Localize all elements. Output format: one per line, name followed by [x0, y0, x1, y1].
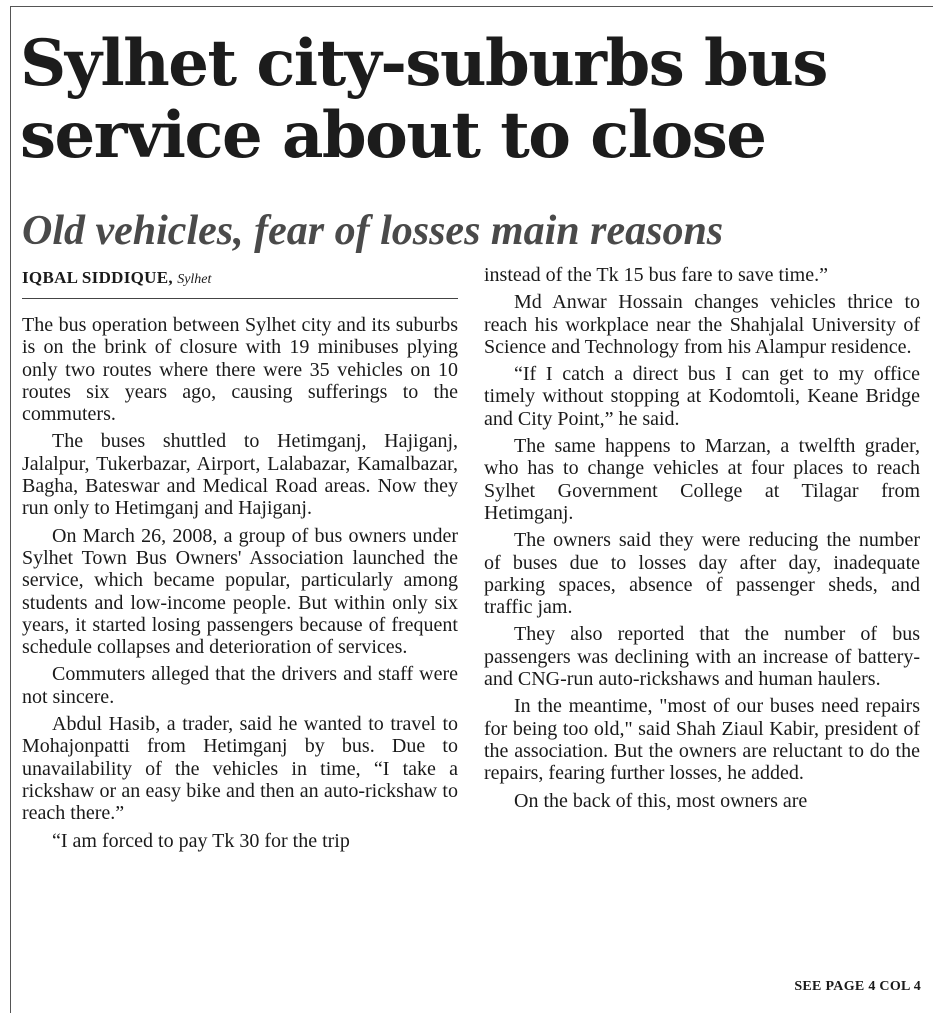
byline-author: IQBAL SIDDIQUE,: [22, 268, 173, 287]
continuation-jump-line: SEE PAGE 4 COL 4: [794, 979, 921, 994]
paragraph: They also reported that the number of bus passengers was declining with an increase of battery- and CNG-run auto-rickshaws and human haulers.: [484, 623, 920, 691]
byline: [22, 268, 211, 288]
article-subhead: Old vehicles, fear of losses main reasons: [22, 208, 724, 254]
article-headline: Sylhet city-suburbs bus service about to close: [20, 26, 827, 173]
paragraph: The owners said they were reducing the number of buses due to losses day after day, inadequate parking spaces, absence of passenger sheds, and traffic jam.: [484, 529, 920, 619]
paragraph: In the meantime, "most of our buses need repairs for being too old," said Shah Ziaul Kabir, president of the association. But the owners are reluctant to do the repairs, fearing further losses, he added.: [484, 695, 920, 785]
paragraph: “I am forced to pay Tk 30 for the trip: [52, 829, 350, 852]
paragraph: Md Anwar Hossain changes vehicles thrice to reach his workplace near the Shahjalal University of Science and Technology from his Alampur residence.: [484, 291, 920, 358]
paragraph: On the back of this, most owners are: [514, 789, 808, 812]
article-column-right: [484, 264, 920, 817]
paragraph: Commuters alleged that the drivers and staff were not sincere.: [22, 663, 458, 708]
paragraph: “If I catch a direct bus I can get to my office timely without stopping at Kodomtoli, Keane Bridge and City Point,” he said.: [484, 363, 920, 430]
paragraph: instead of the Tk 15 bus fare to save time.”: [484, 264, 828, 286]
paragraph: Abdul Hasib, a trader, said he wanted to travel to Mohajonpatti from Hetimganj by bus. Due to unavailability of the vehicles in time, “I take a rickshaw or an easy bike and then an auto-rickshaw to reach there.”: [22, 713, 458, 825]
page-border-top: [10, 6, 933, 7]
paragraph: The bus operation between Sylhet city and its suburbs is on the brink of closure with 19 minibuses plying only two routes where there were 35 vehicles on 10 routes six years ago, causing sufferings to the commuters.: [22, 314, 458, 426]
paragraph: The buses shuttled to Hetimganj, Hajiganj, Jalalpur, Tukerbazar, Airport, Lalabazar, Kamalbazar, Bagha, Bateswar and Medical Road areas. Now they run only to Hetimganj and Hajiganj.: [22, 430, 458, 520]
byline-divider: [22, 298, 458, 299]
paragraph: The same happens to Marzan, a twelfth grader, who has to change vehicles at four places to reach Sylhet Government College at Tilagar from Hetimganj.: [484, 435, 920, 524]
paragraph: On March 26, 2008, a group of bus owners under Sylhet Town Bus Owners' Association launched the service, which became popular, particularly among students and low-income people. But within only six years, it started losing passengers because of frequent schedule collapses and deterioration of services.: [22, 524, 458, 659]
article-column-left: [22, 314, 458, 857]
byline-location: Sylhet: [177, 272, 212, 287]
page-border-left: [10, 6, 11, 1013]
